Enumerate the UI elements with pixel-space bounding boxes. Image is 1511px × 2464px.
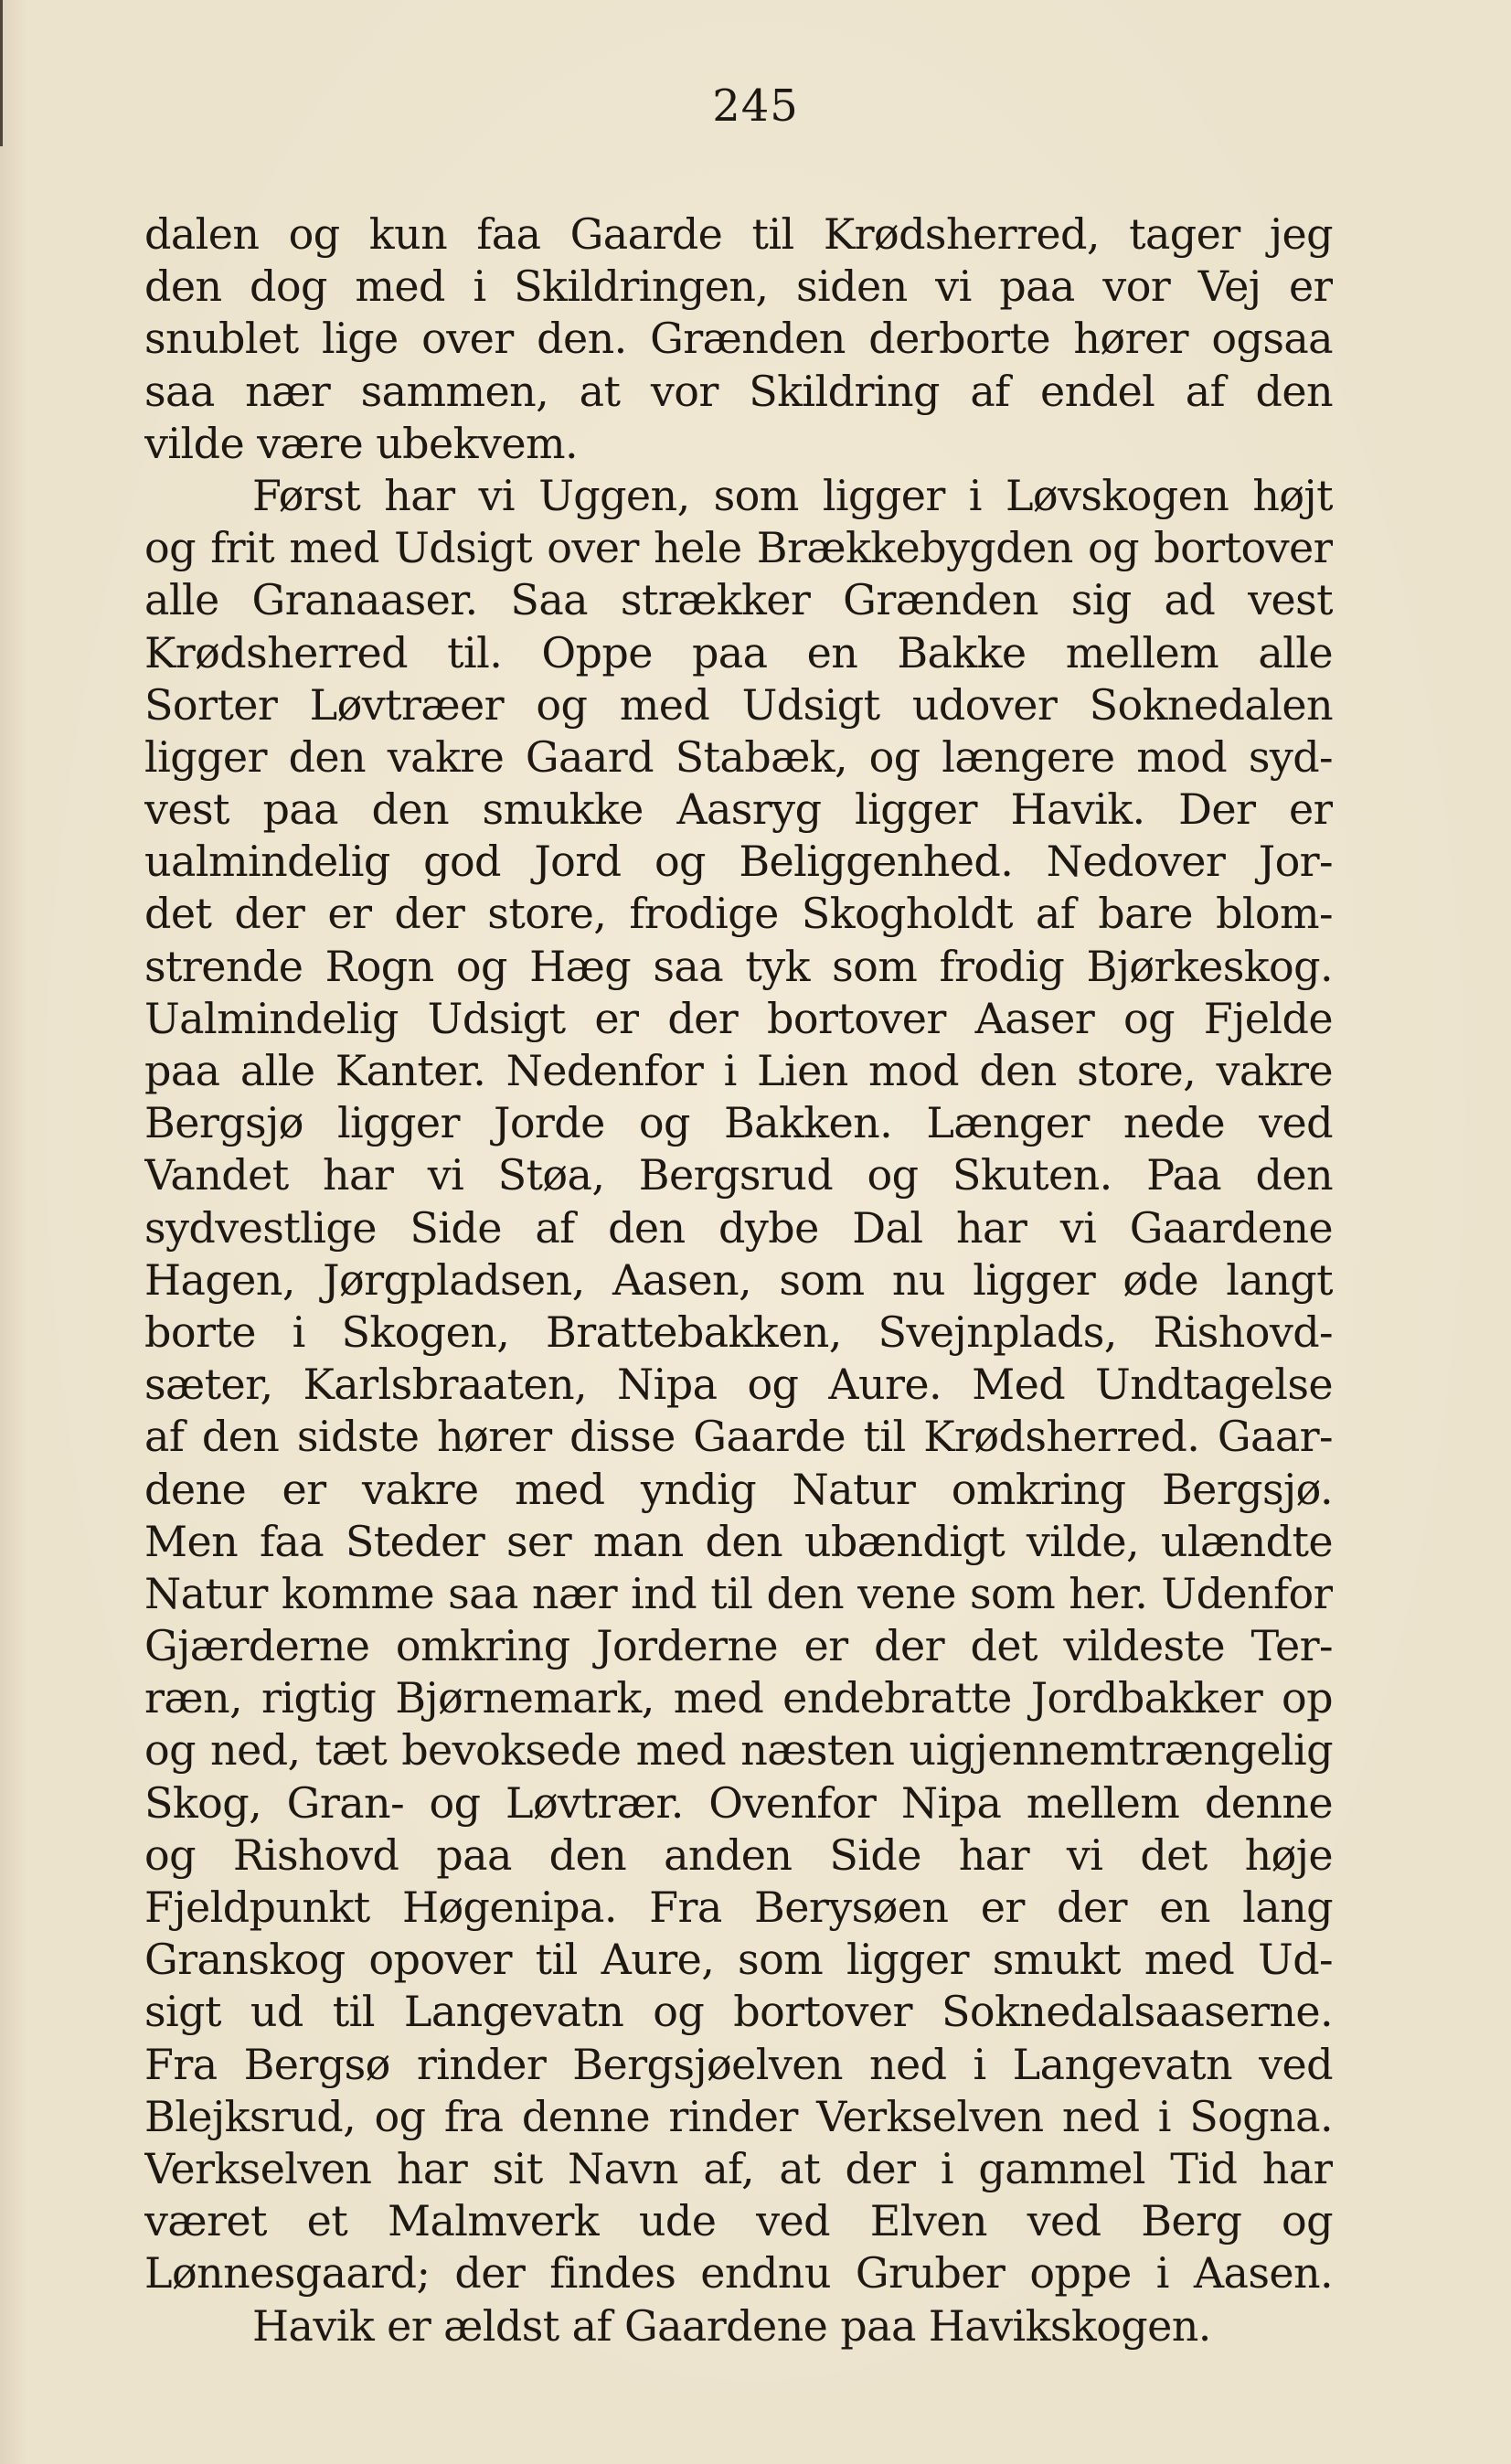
text-line: dalen og kun faa Gaarde til Krødsherred, tager jeg	[144, 209, 1333, 259]
text-line: sigt ud til Langevatn og bortover Soknedalsaaserne.	[144, 1987, 1333, 2037]
text-line: Skog, Gran- og Løvtrær. Ovenfor Nipa mellem denne	[144, 1777, 1333, 1828]
text-line: og Rishovd paa den anden Side har vi det høje	[144, 1829, 1333, 1880]
text-line: Sorter Løvtræer og med Udsigt udover Soknedalen	[144, 679, 1333, 730]
text-line: Blejksrud, og fra denne rinder Verkselven ned i Sogna.	[144, 2091, 1333, 2141]
text-line: Først har vi Uggen, som ligger i Løvskogen højt	[252, 470, 1333, 520]
text-line: snublet lige over den. Grænden derborte hører ogsaa	[144, 314, 1333, 364]
text-line: Fjeldpunkt Høgenipa. Fra Berysøen er der en lang	[144, 1883, 1333, 1932]
text-line: saa nær sammen, at vor Skildring af endel af den	[144, 366, 1333, 416]
text-line: Fra Bergsø rinder Bergsjøelven ned i Langevatn ved	[144, 2039, 1333, 2089]
text-line: Lønnesgaard; der findes endnu Gruber oppe i Aasen.	[144, 2248, 1333, 2299]
text-line: af den sidste hører disse Gaarde til Krødsherred. Gaar-	[144, 1412, 1333, 1462]
text-line: ræn, rigtig Bjørnemark, med endebratte Jordbakker op	[144, 1673, 1333, 1723]
text-line: vest paa den smukke Aasryg ligger Havik. Der er	[144, 784, 1333, 835]
text-line: Hagen, Jørgpladsen, Aasen, som nu ligger øde langt	[144, 1254, 1333, 1305]
text-line: strende Rogn og Hæg saa tyk som frodig Bjørkeskog.	[144, 941, 1333, 991]
text-line: Havik er ældst af Gaardene paa Havikskogen.	[252, 2300, 1211, 2351]
text-line: sydvestlige Side af den dybe Dal har vi Gaardene	[144, 1202, 1333, 1253]
text-line: ligger den vakre Gaard Stabæk, og længere mod syd-	[144, 731, 1333, 782]
text-line: vilde være ubekvem.	[144, 418, 578, 468]
text-line: Bergsjø ligger Jorde og Bakken. Længer nede ved	[144, 1098, 1333, 1148]
text-line: dene er vakre med yndig Natur omkring Bergsjø.	[144, 1464, 1333, 1514]
text-line: og frit med Udsigt over hele Brækkebygden og bortover	[144, 523, 1333, 573]
text-line: alle Granaaser. Saa strækker Grænden sig ad vest	[144, 575, 1333, 625]
text-line: Krødsherred til. Oppe paa en Bakke mellem alle	[144, 627, 1333, 677]
text-line: det der er der store, frodige Skogholdt af bare blom-	[144, 889, 1333, 939]
text-line: været et Malmverk ude ved Elven ved Berg og	[144, 2196, 1333, 2246]
page-number: 245	[712, 80, 799, 132]
text-line: borte i Skogen, Brattebakken, Svejnplads, Rishovd-	[144, 1307, 1333, 1357]
text-line: ualmindelig god Jord og Beliggenhed. Nedover Jor-	[144, 837, 1333, 887]
text-line: paa alle Kanter. Nedenfor i Lien mod den store, vakre	[144, 1046, 1333, 1095]
text-line: Ualmindelig Udsigt er der bortover Aaser og Fjelde	[144, 993, 1333, 1043]
text-line: Verkselven har sit Navn af, at der i gammel Tid har	[144, 2143, 1333, 2193]
text-line: Natur komme saa nær ind til den vene som her. Udenfor	[144, 1568, 1333, 1618]
text-line: Vandet har vi Støa, Bergsrud og Skuten. Paa den	[144, 1150, 1333, 1200]
text-line: og ned, tæt bevoksede med næsten uigjennemtrængelig	[144, 1725, 1333, 1776]
text-line: Gjærderne omkring Jorderne er der det vildeste Ter-	[144, 1621, 1333, 1671]
text-line: Granskog opover til Aure, som ligger smukt med Ud-	[144, 1935, 1333, 1985]
body-text	[144, 208, 1333, 2352]
text-line: den dog med i Skildringen, siden vi paa vor Vej er	[144, 261, 1333, 312]
text-line: Men faa Steder ser man den ubændigt vilde, ulændte	[144, 1516, 1333, 1566]
text-line: sæter, Karlsbraaten, Nipa og Aure. Med Undtagelse	[144, 1360, 1333, 1410]
